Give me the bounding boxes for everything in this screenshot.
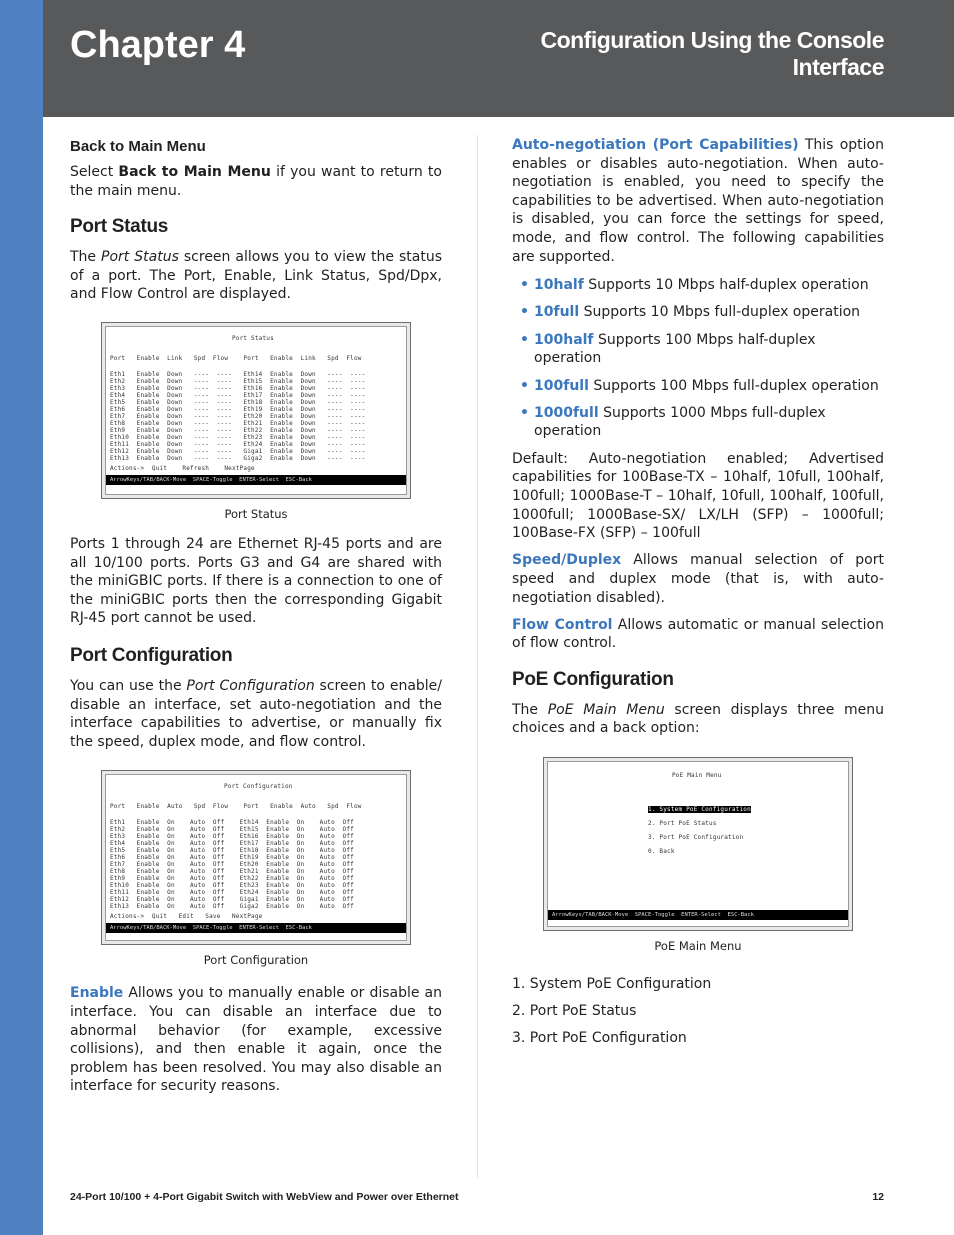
italic-text: Port Status (101, 249, 179, 266)
term-label: Enable (70, 985, 124, 1002)
text: screen to enable/ disable an interface, set auto-negotiation and the interface capabilities to advertise, or manually fix the speed, duplex mode, and flow control. (70, 677, 443, 750)
screen-row: Eth10 Enable Down ---- ---- Eth23 Enable Down ---- ---- (110, 433, 366, 441)
screen-row: Eth7 Enable Down ---- ---- Eth20 Enable Down ---- ---- (110, 412, 366, 420)
term-label: 1000full (534, 404, 599, 421)
term-label: Speed/Duplex (512, 552, 622, 569)
screen-row: Eth9 Enable Down ---- ---- Eth22 Enable Down ---- ---- (110, 426, 366, 434)
text: screen displays three menu choices and a back option: (512, 701, 884, 737)
capabilities-list (512, 276, 884, 441)
list-item: 1. System PoE Configuration (512, 976, 712, 993)
right-column (512, 136, 884, 1056)
port-status-figure (70, 322, 442, 521)
list-item: 3. Port PoE Configuration (512, 1030, 687, 1047)
screen-row: Eth11 Enable On Auto Off Eth24 Enable On Auto Off (110, 889, 354, 897)
back-paragraph (70, 163, 442, 200)
port-config-paragraph (70, 677, 442, 751)
terminal-screen (547, 761, 849, 927)
left-column (70, 136, 442, 1096)
ports-paragraph: Ports 1 through 24 are Ethernet RJ-45 ports and are all 10/100 ports. Ports G3 and G4 are shared with the miniGBIC ports. If there is a connection to one of the miniGBIC ports then the corresponding Gigabit RJ-45 port cannot be used. (70, 535, 442, 627)
enable-paragraph (70, 984, 442, 1096)
list-item (520, 377, 884, 396)
text: Allows automatic or manual selection of flow control. (512, 616, 884, 652)
screen-row: Eth12 Enable On Auto Off Giga1 Enable On Auto Off (110, 896, 354, 904)
screen-row: Eth3 Enable On Auto Off Eth16 Enable On Auto Off (110, 833, 354, 841)
status-text: ArrowKeys/TAB/BACK-Move SPACE-Toggle ENTER-Select ESC-Back (552, 912, 754, 919)
screen-row: Eth13 Enable Down ---- ---- Giga2 Enable Down ---- ---- (110, 454, 366, 462)
port-status-screenshot (101, 322, 411, 499)
chapter-title: Chapter 4 (70, 24, 246, 66)
screen-menu-item: 2. Port PoE Status (648, 820, 717, 828)
screen-menu-item: 0. Back (648, 848, 675, 856)
text: The (512, 701, 548, 718)
screen-row: Eth8 Enable On Auto Off Eth21 Enable On Auto Off (110, 868, 354, 876)
screen-row: Eth5 Enable On Auto Off Eth18 Enable On Auto Off (110, 847, 354, 855)
poe-menu-list (512, 975, 884, 1048)
screen-status-bar (106, 923, 406, 933)
screen-row: Eth2 Enable On Auto Off Eth15 Enable On Auto Off (110, 826, 354, 834)
figure-caption: Port Configuration (203, 953, 309, 968)
screen-row: Eth13 Enable On Auto Off Giga2 Enable On Auto Off (110, 903, 354, 911)
status-text: ArrowKeys/TAB/BACK-Move SPACE-Toggle ENTER-Select ESC-Back (110, 925, 312, 932)
text: The (70, 249, 102, 266)
port-config-figure (70, 770, 442, 967)
text: screen allows you to view the status of a port. The Port, Enable, Link Status, Spd/Dpx, and Flow Control are displayed. (70, 249, 442, 303)
screen-row: Eth8 Enable Down ---- ---- Eth21 Enable Down ---- ---- (110, 419, 366, 427)
term-label: Flow Control (512, 616, 613, 633)
footer-product: 24-Port 10/100 + 4-Port Gigabit Switch with WebView and Power over Ethernet (70, 1191, 459, 1203)
screen-row: Eth1 Enable On Auto Off Eth14 Enable On Auto Off (110, 819, 354, 827)
screen-row: Eth4 Enable On Auto Off Eth17 Enable On Auto Off (110, 840, 354, 848)
screen-header: Port Enable Auto Spd Flow Port Enable Auto Spd Flow (110, 803, 362, 811)
screen-status-bar (106, 475, 406, 485)
figure-caption: Port Status (224, 506, 288, 521)
screen-row: Eth3 Enable Down ---- ---- Eth16 Enable Down ---- ---- (110, 384, 366, 392)
autoneg-paragraph (512, 136, 884, 266)
text: This option enables or disables auto-negotiation. When auto-negotiation is enabled, you need to specify the capabilities to be advertised. When auto-negotiation is disabled, you can force the settings for speed, mode, and flow control. The following capabilities are supported. (512, 137, 884, 265)
terminal-screen (105, 326, 407, 495)
text: Supports 10 Mbps half-duplex operation (583, 277, 869, 294)
screen-row: Eth10 Enable On Auto Off Eth23 Enable On Auto Off (110, 882, 354, 890)
figure-caption: PoE Main Menu (654, 939, 742, 954)
screen-title: PoE Main Menu (672, 772, 722, 780)
list-item (520, 303, 884, 322)
section-title: Configuration Using the Console Interface (540, 27, 884, 80)
screen-row: Eth1 Enable Down ---- ---- Eth14 Enable Down ---- ---- (110, 370, 366, 378)
term-label: 10full (534, 304, 580, 321)
screen-menu-item-selected: 1. System PoE Configuration (648, 806, 751, 814)
text: Allows manual selection of port speed and duplex mode (that is, with auto-negotiation disabled). (512, 552, 884, 606)
flow-paragraph (512, 616, 884, 653)
back-heading: Back to Main Menu (70, 138, 206, 155)
poe-paragraph (512, 701, 884, 738)
poe-heading: PoE Configuration (512, 668, 674, 690)
bold-text: Back to Main Menu (118, 164, 271, 180)
text: Supports 10 Mbps full-duplex operation (579, 304, 861, 321)
list-item (520, 276, 884, 295)
screen-row: Eth9 Enable On Auto Off Eth22 Enable On Auto Off (110, 875, 354, 883)
port-config-heading: Port Configuration (70, 644, 233, 666)
text: Supports 100 Mbps full-duplex operation (588, 377, 879, 394)
speed-paragraph (512, 551, 884, 607)
sidebar-accent (0, 0, 43, 1235)
screen-row: Eth6 Enable Down ---- ---- Eth19 Enable Down ---- ---- (110, 405, 366, 413)
italic-text: Port Configuration (186, 677, 315, 694)
screen-header: Port Enable Link Spd Flow Port Enable Link Spd Flow (110, 354, 362, 362)
text: Select (70, 164, 119, 180)
screen-row: Eth6 Enable On Auto Off Eth19 Enable On Auto Off (110, 854, 354, 862)
term-label: Auto-negotiation (Port Capabilities) (512, 137, 799, 153)
screen-actions: Actions-> Quit Refresh NextPage (110, 464, 255, 472)
screen-row: Eth4 Enable Down ---- ---- Eth17 Enable Down ---- ---- (110, 391, 366, 399)
screen-row: Eth12 Enable Down ---- ---- Giga1 Enable Down ---- ---- (110, 447, 366, 455)
port-config-screenshot (101, 770, 411, 945)
column-divider (477, 135, 478, 1178)
screen-status-bar (548, 910, 848, 920)
term-label: 100full (534, 377, 589, 394)
screen-row: Eth7 Enable On Auto Off Eth20 Enable On Auto Off (110, 861, 354, 869)
poe-menu-screenshot (543, 757, 853, 931)
text: Supports 100 Mbps half-duplex operation (534, 331, 816, 367)
screen-title: Port Configuration (224, 783, 293, 791)
port-status-heading: Port Status (70, 216, 169, 238)
screen-row: Eth2 Enable Down ---- ---- Eth15 Enable Down ---- ---- (110, 377, 366, 385)
default-paragraph: Default: Auto-negotiation enabled; Advertised capabilities for 100Base-TX – 10half, 10full, 100half, 100full; 1000Base-T – 10half, 10full, 100half, 100full, 1000full; 1000Base-SX/ LX/LH (SFP) – 1000full; 100Base-FX (SFP) – 100full (512, 450, 884, 542)
terminal-screen (105, 774, 407, 941)
text: Allows you to manually enable or disable an interface. You can disable an interface due to abnormal behavior (for example, excessive collisions), and then enable it again, once the problem has been resolved. You may also disable an interface for security reasons. (70, 985, 442, 1095)
screen-actions: Actions-> Quit Edit Save NextPage (110, 913, 263, 921)
poe-figure (512, 757, 884, 953)
list-item (520, 331, 884, 368)
status-text: ArrowKeys/TAB/BACK-Move SPACE-Toggle ENTER-Select ESC-Back (110, 476, 312, 483)
screen-row: Eth11 Enable Down ---- ---- Eth24 Enable Down ---- ---- (110, 440, 366, 448)
list-item: 2. Port PoE Status (512, 1003, 637, 1020)
text: if you want to return to the main menu. (70, 164, 442, 199)
list-item (520, 404, 884, 441)
term-label: 10half (534, 277, 584, 294)
italic-text: PoE Main Menu (547, 701, 665, 718)
screen-title: Port Status (232, 334, 274, 342)
text: You can use the (70, 677, 187, 694)
screen-menu-item: 3. Port PoE Configuration (648, 834, 744, 842)
text: Supports 1000 Mbps full-duplex operation (534, 404, 826, 440)
term-label: 100half (534, 331, 594, 348)
port-status-paragraph (70, 248, 442, 304)
page-number: 12 (872, 1191, 884, 1203)
screen-row: Eth5 Enable Down ---- ---- Eth18 Enable Down ---- ---- (110, 398, 366, 406)
